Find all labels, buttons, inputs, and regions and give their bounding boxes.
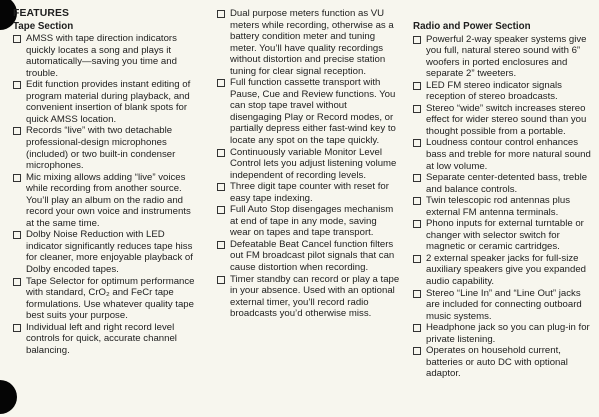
feature-text: Full function cassette transport with Pause, Cue and Review functions. You can stop tape travel without disengaging Play or Record modes, or partially depress either fast-wind key to locate any spot on the tape quickly. bbox=[230, 77, 396, 147]
column-tape-section-2 bbox=[217, 8, 400, 320]
feature-text: Tape Selector for optimum performance with standard, CrO₂ and FeCr tape formulations. Use whatever quality tape best suits your purpose. bbox=[26, 275, 195, 322]
feature-text: Full Auto Stop disengages mechanism at end of tape in any mode, saving wear on tapes and tape transport. bbox=[230, 204, 394, 239]
feature-text: Stereo “wide” switch increases stereo effect for wider stereo sound than you thought possible from a portable. bbox=[426, 102, 587, 137]
checkbox-icon bbox=[413, 220, 421, 228]
feature-item bbox=[413, 218, 597, 253]
feature-text: Phono inputs for external turntable or changer with selector switch for magnetic or ceramic cartridges. bbox=[426, 218, 584, 253]
checkbox-icon bbox=[413, 105, 421, 113]
column-radio-power-section bbox=[413, 8, 597, 380]
feature-item bbox=[13, 33, 200, 79]
checkbox-icon bbox=[217, 183, 225, 191]
feature-text: Powerful 2-way speaker systems give you full, natural stereo sound with 6” woofers in ported enclosures and separate 2” tweeters. bbox=[426, 33, 587, 80]
feature-item bbox=[413, 172, 597, 195]
feature-item bbox=[217, 77, 400, 146]
feature-text: Loudness contour control enhances bass and treble for more natural sound at low volume. bbox=[426, 137, 591, 172]
checkbox-icon bbox=[413, 255, 421, 263]
feature-item bbox=[217, 204, 400, 239]
checkbox-icon bbox=[13, 174, 21, 182]
binder-hole-bottom bbox=[0, 380, 17, 414]
checkbox-icon bbox=[413, 82, 421, 90]
feature-text: Separate center-detented bass, treble and balance controls. bbox=[426, 172, 588, 195]
feature-text: Records “live” with two detachable professional-design microphones (included) or two built-in condenser microphones. bbox=[26, 125, 176, 172]
tape-section-heading: Tape Section bbox=[13, 20, 74, 32]
checkbox-icon bbox=[413, 347, 421, 355]
feature-item bbox=[413, 34, 597, 80]
feature-text: Individual left and right record level controls for quick, accurate channel balancing. bbox=[26, 321, 177, 356]
feature-item bbox=[217, 8, 400, 77]
checkbox-icon bbox=[13, 81, 21, 89]
feature-text: Three digit tape counter with reset for easy tape indexing. bbox=[230, 181, 389, 204]
feature-text: Dual purpose meters function as VU meters while recording, otherwise as a battery condition meter and tuning meter. You’ll have quality recordings without distortion and precise station tuning for clear signal reception. bbox=[230, 8, 394, 77]
feature-item bbox=[413, 103, 597, 138]
feature-text: 2 external speaker jacks for full-size auxiliary speakers give you expanded audio capability. bbox=[426, 252, 586, 288]
checkbox-icon bbox=[413, 324, 421, 332]
feature-item bbox=[13, 79, 200, 125]
checkbox-icon bbox=[413, 197, 421, 205]
checkbox-icon bbox=[217, 276, 225, 284]
feature-item bbox=[13, 229, 200, 275]
checkbox-icon bbox=[13, 127, 21, 135]
feature-list bbox=[13, 33, 200, 356]
feature-item bbox=[13, 276, 200, 322]
feature-text: Stereo “Line In” and “Line Out” jacks are included for connecting outboard music systems. bbox=[426, 287, 582, 322]
feature-item bbox=[413, 345, 597, 380]
feature-item bbox=[13, 322, 200, 357]
checkbox-icon bbox=[13, 278, 21, 286]
feature-text: Twin telescopic rod antennas plus external FM antenna terminals. bbox=[426, 195, 570, 218]
feature-text: Mic mixing allows adding “live” voices while recording from another source. You’ll play an album on the radio and record your own voice and instruments at the same time. bbox=[26, 171, 191, 229]
radio-power-heading: Radio and Power Section bbox=[413, 21, 531, 32]
feature-list bbox=[217, 8, 400, 320]
checkbox-icon bbox=[413, 36, 421, 44]
checkbox-icon bbox=[413, 139, 421, 147]
feature-item bbox=[413, 322, 597, 345]
checkbox-icon bbox=[217, 79, 225, 87]
feature-item bbox=[217, 239, 400, 274]
feature-item bbox=[413, 288, 597, 323]
feature-item bbox=[413, 253, 597, 288]
checkbox-icon bbox=[13, 231, 21, 239]
checkbox-icon bbox=[413, 174, 421, 182]
feature-item bbox=[217, 181, 400, 204]
feature-list bbox=[413, 34, 597, 380]
checkbox-icon bbox=[217, 206, 225, 214]
checkbox-icon bbox=[217, 10, 225, 18]
feature-text: Headphone jack so you can plug-in for private listening. bbox=[426, 322, 590, 345]
feature-item bbox=[413, 195, 597, 218]
feature-item bbox=[217, 274, 400, 320]
feature-text: Edit function provides instant editing of program material during playback, and convenient insertion of blank spots for quick AMSS location. bbox=[26, 79, 191, 125]
feature-item bbox=[413, 137, 597, 172]
feature-item bbox=[413, 80, 597, 103]
checkbox-icon bbox=[217, 241, 225, 249]
feature-text: Dolby Noise Reduction with LED indicator significantly reduces tape hiss for cleaner, more enjoyable playback of Dolby encoded tapes. bbox=[26, 229, 193, 276]
feature-item bbox=[13, 172, 200, 230]
column-tape-section-1 bbox=[13, 8, 200, 356]
checkbox-icon bbox=[13, 324, 21, 332]
feature-text: Operates on household current, batteries or auto DC with optional adaptor. bbox=[426, 345, 568, 380]
checkbox-icon bbox=[13, 35, 21, 43]
feature-text: Continuously variable Monitor Level Control lets you adjust listening volume independent of recording levels. bbox=[230, 146, 397, 181]
feature-text: AMSS with tape direction indicators quickly locates a song and plays it automatically—saving you time and trouble. bbox=[26, 33, 177, 79]
checkbox-icon bbox=[413, 290, 421, 298]
feature-text: LED FM stereo indicator signals reception of stereo broadcasts. bbox=[426, 79, 562, 103]
feature-item bbox=[13, 125, 200, 171]
feature-item bbox=[217, 147, 400, 182]
checkbox-icon bbox=[217, 149, 225, 157]
feature-text: Timer standby can record or play a tape in your absence. Used with an optional external timer, you’ll record radio broadcasts you’d otherwise miss. bbox=[230, 273, 400, 320]
feature-text: Defeatable Beat Cancel function filters out FM broadcast pilot signals that can cause distortion when recording. bbox=[230, 238, 395, 274]
features-heading: FEATURES bbox=[13, 8, 70, 19]
